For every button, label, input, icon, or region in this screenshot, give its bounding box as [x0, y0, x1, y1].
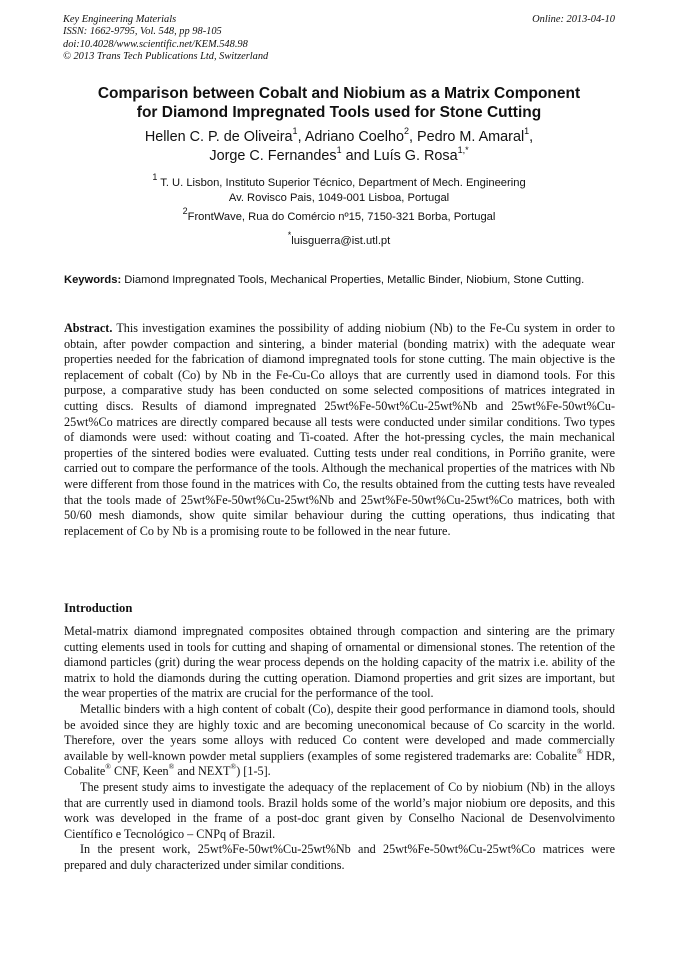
author-affiliation-mark: 1,* — [457, 145, 469, 156]
affiliation-2 — [60, 206, 618, 225]
paragraph-text: and NEXT — [174, 764, 231, 779]
section-heading: Introduction — [64, 601, 133, 615]
doi-line: doi:10.4028/www.scientific.net/KEM.548.98 — [63, 38, 248, 50]
keywords — [64, 273, 615, 288]
paragraph: The present study aims to investigate the adequacy of the replacement of Co by niobium (Nb) in the alloys that are currently used in diamond tools. Brazil holds some of the world’s major niobium ore deposits, and this work was developed in the frame of a post-doc grant given by Conselho Nacional de Desenvolvimento Científico e Tecnológico – CNPq of Brazil. — [64, 779, 615, 841]
affiliation-1 — [60, 172, 618, 205]
author-line-2 — [60, 147, 618, 166]
title-line-2: for Diamond Impregnated Tools used for Stone Cutting — [136, 104, 542, 121]
paragraph-text: HDR, Cobalite — [64, 748, 616, 779]
abstract — [64, 321, 615, 539]
copyright-line: © 2013 Trans Tech Publications Ltd, Switzerland — [63, 51, 269, 63]
paragraph-text: Metallic binders with a high content of cobalt (Co), despite their good performance in diamond tools, should be avoided since they are highly toxic and are becoming uneconomical because of Co scarcity in the world. Therefore, over the years some alloys with reduced Co content were developed and made commercially available by well-known powder metal suppliers (examples of some registered trademarks are: Cobalite — [64, 701, 615, 763]
paragraph-text: ) [1-5]. — [236, 764, 271, 779]
paper-title — [60, 84, 618, 122]
introduction-body — [64, 624, 615, 874]
journal-header — [63, 14, 615, 64]
author-separator: , — [529, 129, 534, 145]
author-affiliation-mark: 1 — [336, 145, 342, 156]
affiliation-1-line-1 — [60, 172, 618, 191]
author-affiliation-mark: 1 — [524, 126, 530, 137]
affiliation-mark: 2 — [182, 206, 188, 217]
author-name: and Luís G. Rosa — [341, 148, 458, 164]
affiliation-1-line-2: Av. Rovisco Pais, 1049-001 Lisboa, Portugal — [228, 191, 450, 204]
paragraph — [64, 702, 615, 780]
author-name: , Adriano Coelho — [297, 129, 404, 145]
abstract-label: Abstract. — [64, 321, 113, 335]
corresponding-email — [60, 230, 618, 248]
registered-mark: ® — [105, 762, 111, 772]
author-name: , Pedro M. Amaral — [408, 129, 525, 145]
email-address: luisguerra@ist.utl.pt — [291, 235, 391, 247]
author-name: Hellen C. P. de Oliveira — [144, 129, 293, 145]
paragraph-text: CNF, Keen — [111, 764, 169, 779]
abstract-text: This investigation examines the possibility of adding niobium (Nb) to the Fe-Cu system in order to obtain, after powder compaction and sintering, a binder material (bonding matrix) with the adequate wear properties needed for the fabrication of diamond impregnated tools for stone cutting. The main objective is the replacement of cobalt (Co) by Nb in the Fe-Cu-Co alloys that are currently used in diamond tools. For this purpose, a comparative study has been conducted on some selected compositions of matrices integrated in cutting discs. Results of diamond impregnated 25wt%Fe-50wt%Cu-25wt%Nb and 25wt%Fe-50wt%Cu-25wt%Co matrices are directly compared because all tests were conducted under similar conditions. Two types of diamonds were used: without coating and Ti-coated. After the hot-pressing cycles, the main mechanical properties of the sintered bodies were evaluated. Cutting tests under real conditions, in Porriño granite, were carried out to compare the performance of the tools. Although the mechanical properties of the matrices with Nb were different from those found in the matrices with Co, the results obtained from the cutting tests have revealed that the tools made of 25wt%Fe-50wt%Cu-25wt%Nb and 25wt%Fe-50wt%Cu-25wt%Co matrices, both with 50/60 mesh diamonds, show quite similar behaviour during the cutting operations, thus indicating that replacement of Co by Nb is a promising route to be followed in the near future. — [64, 321, 615, 538]
corresponding-mark: * — [287, 230, 292, 241]
author-name: Jorge C. Fernandes — [209, 148, 337, 164]
journal-name: Key Engineering Materials — [63, 14, 177, 25]
author-affiliation-mark: 1 — [292, 126, 298, 137]
registered-mark: ® — [576, 746, 583, 756]
author-affiliation-mark: 2 — [403, 126, 409, 137]
affiliation-text: FrontWave, Rua do Comércio nº15, 7150-321 Borba, Portugal — [187, 211, 496, 223]
title-line-1: Comparison between Cobalt and Niobium as a Matrix Component — [97, 85, 581, 102]
issn-line: ISSN: 1662-9795, Vol. 548, pp 98-105 — [63, 26, 222, 38]
affiliation-text: T. U. Lisbon, Instituto Superior Técnico, Department of Mech. Engineering — [157, 177, 526, 189]
paragraph: Metal-matrix diamond impregnated composites obtained through compaction and sintering are the primary cutting elements used in tools for cutting and shaping of ornamental or dimensional stones. The retention of the diamond particles (grit) during the wear process depends on the holding capacity of the matrix i.e. ability of the matrix to hold the diamonds during the cutting operation. Diamond properties and grit sizes are important, but the wear properties of the matrix are crucial for the performance of the tool. — [64, 624, 615, 701]
paragraph: In the present work, 25wt%Fe-50wt%Cu-25wt%Nb and 25wt%Fe-50wt%Cu-25wt%Co matrices were prepared and duly characterized under similar conditions. — [64, 842, 615, 872]
registered-mark: ® — [230, 762, 237, 772]
keywords-text: Diamond Impregnated Tools, Mechanical Properties, Metallic Binder, Niobium, Stone Cutting. — [121, 274, 585, 286]
registered-mark: ® — [168, 762, 175, 772]
online-date: Online: 2013-04-10 — [532, 14, 615, 25]
keywords-label: Keywords: — [64, 274, 122, 286]
affiliation-mark: 1 — [152, 172, 158, 183]
author-list — [60, 128, 618, 166]
